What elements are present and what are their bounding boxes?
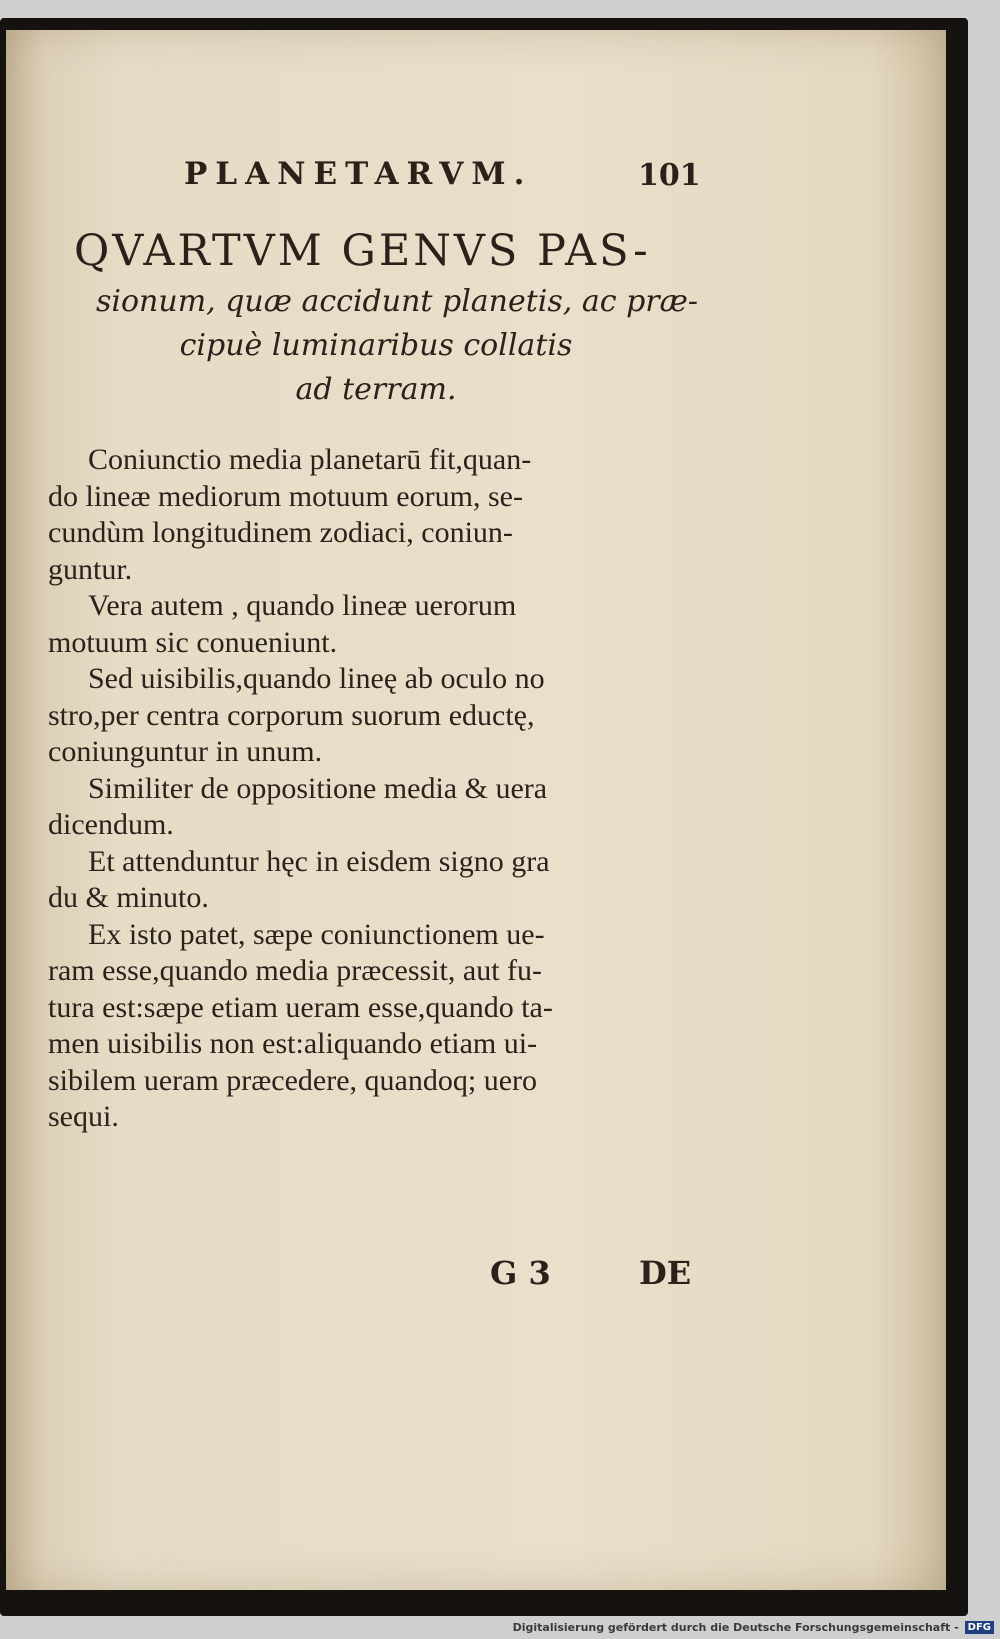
- body-line: tura est:sæpe etiam ueram esse,quando ta-: [48, 990, 553, 1024]
- body-line: coniunguntur in unum.: [48, 735, 323, 768]
- body-line: sibilem ueram præcedere, quandoq; uero: [48, 1063, 537, 1097]
- body-line: Ex isto patet, sæpe coniunctionem ue-: [88, 917, 545, 951]
- body-line: guntur.: [48, 552, 133, 586]
- body-line: stro,per centra corporum suorum eductę,: [48, 698, 535, 732]
- body-line: ram esse,quando media præcessit, aut fu-: [48, 954, 543, 987]
- digitization-footer: [513, 1615, 1000, 1639]
- running-head: PLANETARVM.: [184, 156, 533, 192]
- chapter-heading-line: sionum, quæ accidunt planetis, ac præ-: [96, 284, 698, 319]
- page-number: 101: [638, 158, 701, 193]
- body-line: sequi.: [48, 1100, 119, 1133]
- catchword: DE: [639, 1254, 692, 1292]
- body-line: Coniunctio media planetarū fit,quan-: [88, 443, 532, 476]
- signature-mark: G 3: [490, 1254, 551, 1292]
- dfg-logo: DFG: [965, 1621, 994, 1634]
- body-line: men uisibilis non est:aliquando etiam ui-: [48, 1027, 538, 1060]
- body-line: Similiter de oppositione media & uera: [88, 771, 548, 805]
- body-line: Sed uisibilis,quando lineę ab oculo no: [88, 662, 545, 695]
- body-line: dicendum.: [48, 808, 174, 841]
- chapter-heading-line: ad terram.: [295, 372, 457, 407]
- chapter-heading-line: cipuè luminaribus collatis: [179, 328, 573, 363]
- chapter-heading-caps: QVARTVM GENVS PAS-: [74, 226, 651, 276]
- body-line: motuum sic conueniunt.: [48, 625, 338, 659]
- footer-credit: Digitalisierung gefördert durch die Deutsche Forschungsgemeinschaft -: [512, 1620, 959, 1634]
- body-line: du & minuto.: [48, 881, 209, 914]
- body-text: [48, 442, 698, 1136]
- body-line: cundùm longitudinem zodiaci, coniun-: [48, 516, 513, 549]
- body-line: Et attenduntur hęc in eisdem signo gra: [88, 844, 550, 878]
- chapter-heading-italic: [96, 280, 698, 412]
- book-page: [6, 30, 946, 1590]
- body-line: do lineæ mediorum motuum eorum, se-: [48, 479, 523, 513]
- body-line: Vera autem , quando lineæ uerorum: [88, 589, 517, 622]
